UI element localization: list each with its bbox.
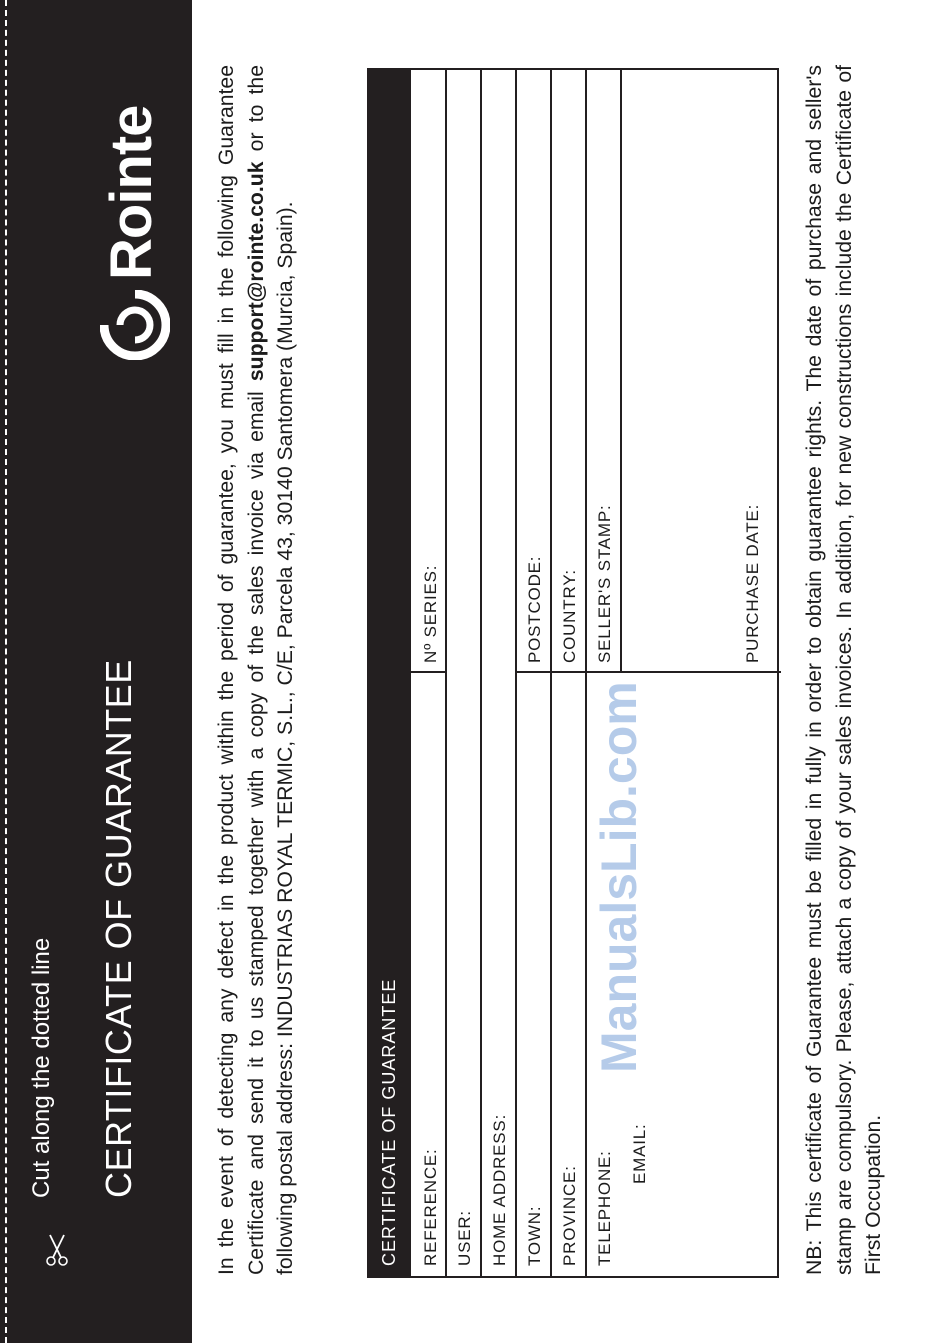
row-divider xyxy=(480,70,482,1276)
row-divider xyxy=(515,70,517,1276)
postcode-label[interactable]: POSTCODE: xyxy=(525,555,544,663)
cut-instruction: Cut along the dotted line xyxy=(28,937,55,1198)
intro-text-2: or to the following postal address: INDUSTRIAS ROYAL TERMIC, S.L., C/E, Parcela 43, 30140 Santomera (Murcia, Spain). xyxy=(244,65,297,1275)
row-divider xyxy=(550,70,552,1276)
home-address-label[interactable]: HOME ADDRESS: xyxy=(490,1113,509,1266)
scissors-icon xyxy=(44,1233,70,1267)
row-divider xyxy=(585,70,587,1276)
reference-label[interactable]: REFERENCE: xyxy=(421,1148,440,1266)
form-title: CERTIFICATE OF GUARANTEE xyxy=(379,978,399,1266)
intro-paragraph xyxy=(212,65,301,1275)
purchase-date-label[interactable]: PURCHASE DATE: xyxy=(743,503,762,663)
watermark: ManualsLib.com xyxy=(591,681,647,1073)
column-divider xyxy=(411,671,447,673)
form-header xyxy=(369,70,411,1276)
page-title: CERTIFICATE OF GUARANTEE xyxy=(98,659,139,1198)
rointe-logo xyxy=(94,70,174,360)
email-label[interactable]: EMAIL: xyxy=(630,1123,649,1184)
intro-text-1: In the event of detecting any defect in the product within the period of guarantee, you must fill in the following Guarantee Certificate and send it to us stamped together with a copy of the sales invoice via email xyxy=(215,65,268,1275)
town-label[interactable]: TOWN: xyxy=(525,1205,544,1266)
country-label[interactable]: COUNTRY: xyxy=(560,569,579,663)
support-email-link[interactable]: support@rointe.co.uk xyxy=(244,161,268,382)
header-band xyxy=(0,0,192,1343)
user-label[interactable]: USER: xyxy=(455,1210,474,1266)
telephone-label[interactable]: TELEPHONE: xyxy=(595,1150,614,1266)
brand-name: Rointe xyxy=(99,105,164,280)
sellers-stamp-label[interactable]: SELLER'S STAMP: xyxy=(595,504,614,663)
note-paragraph: NB: This certificate of Guarantee must be filled in fully in order to obtain guarantee rights. The date of purchase and seller's stamp are compulsory. Please, attach a copy of your sales invoices. In addition, for new constructions include the Certificate of First Occupation. xyxy=(803,65,885,1275)
column-divider xyxy=(515,671,781,673)
cut-dotted-line xyxy=(5,0,7,1343)
province-label[interactable]: PROVINCE: xyxy=(560,1165,579,1266)
serial-number-label[interactable]: Nº SERIES: xyxy=(421,564,440,663)
row-divider xyxy=(445,70,447,1276)
guarantee-form xyxy=(367,68,779,1278)
row-divider xyxy=(620,70,622,673)
rointe-logo-icon xyxy=(100,290,170,360)
